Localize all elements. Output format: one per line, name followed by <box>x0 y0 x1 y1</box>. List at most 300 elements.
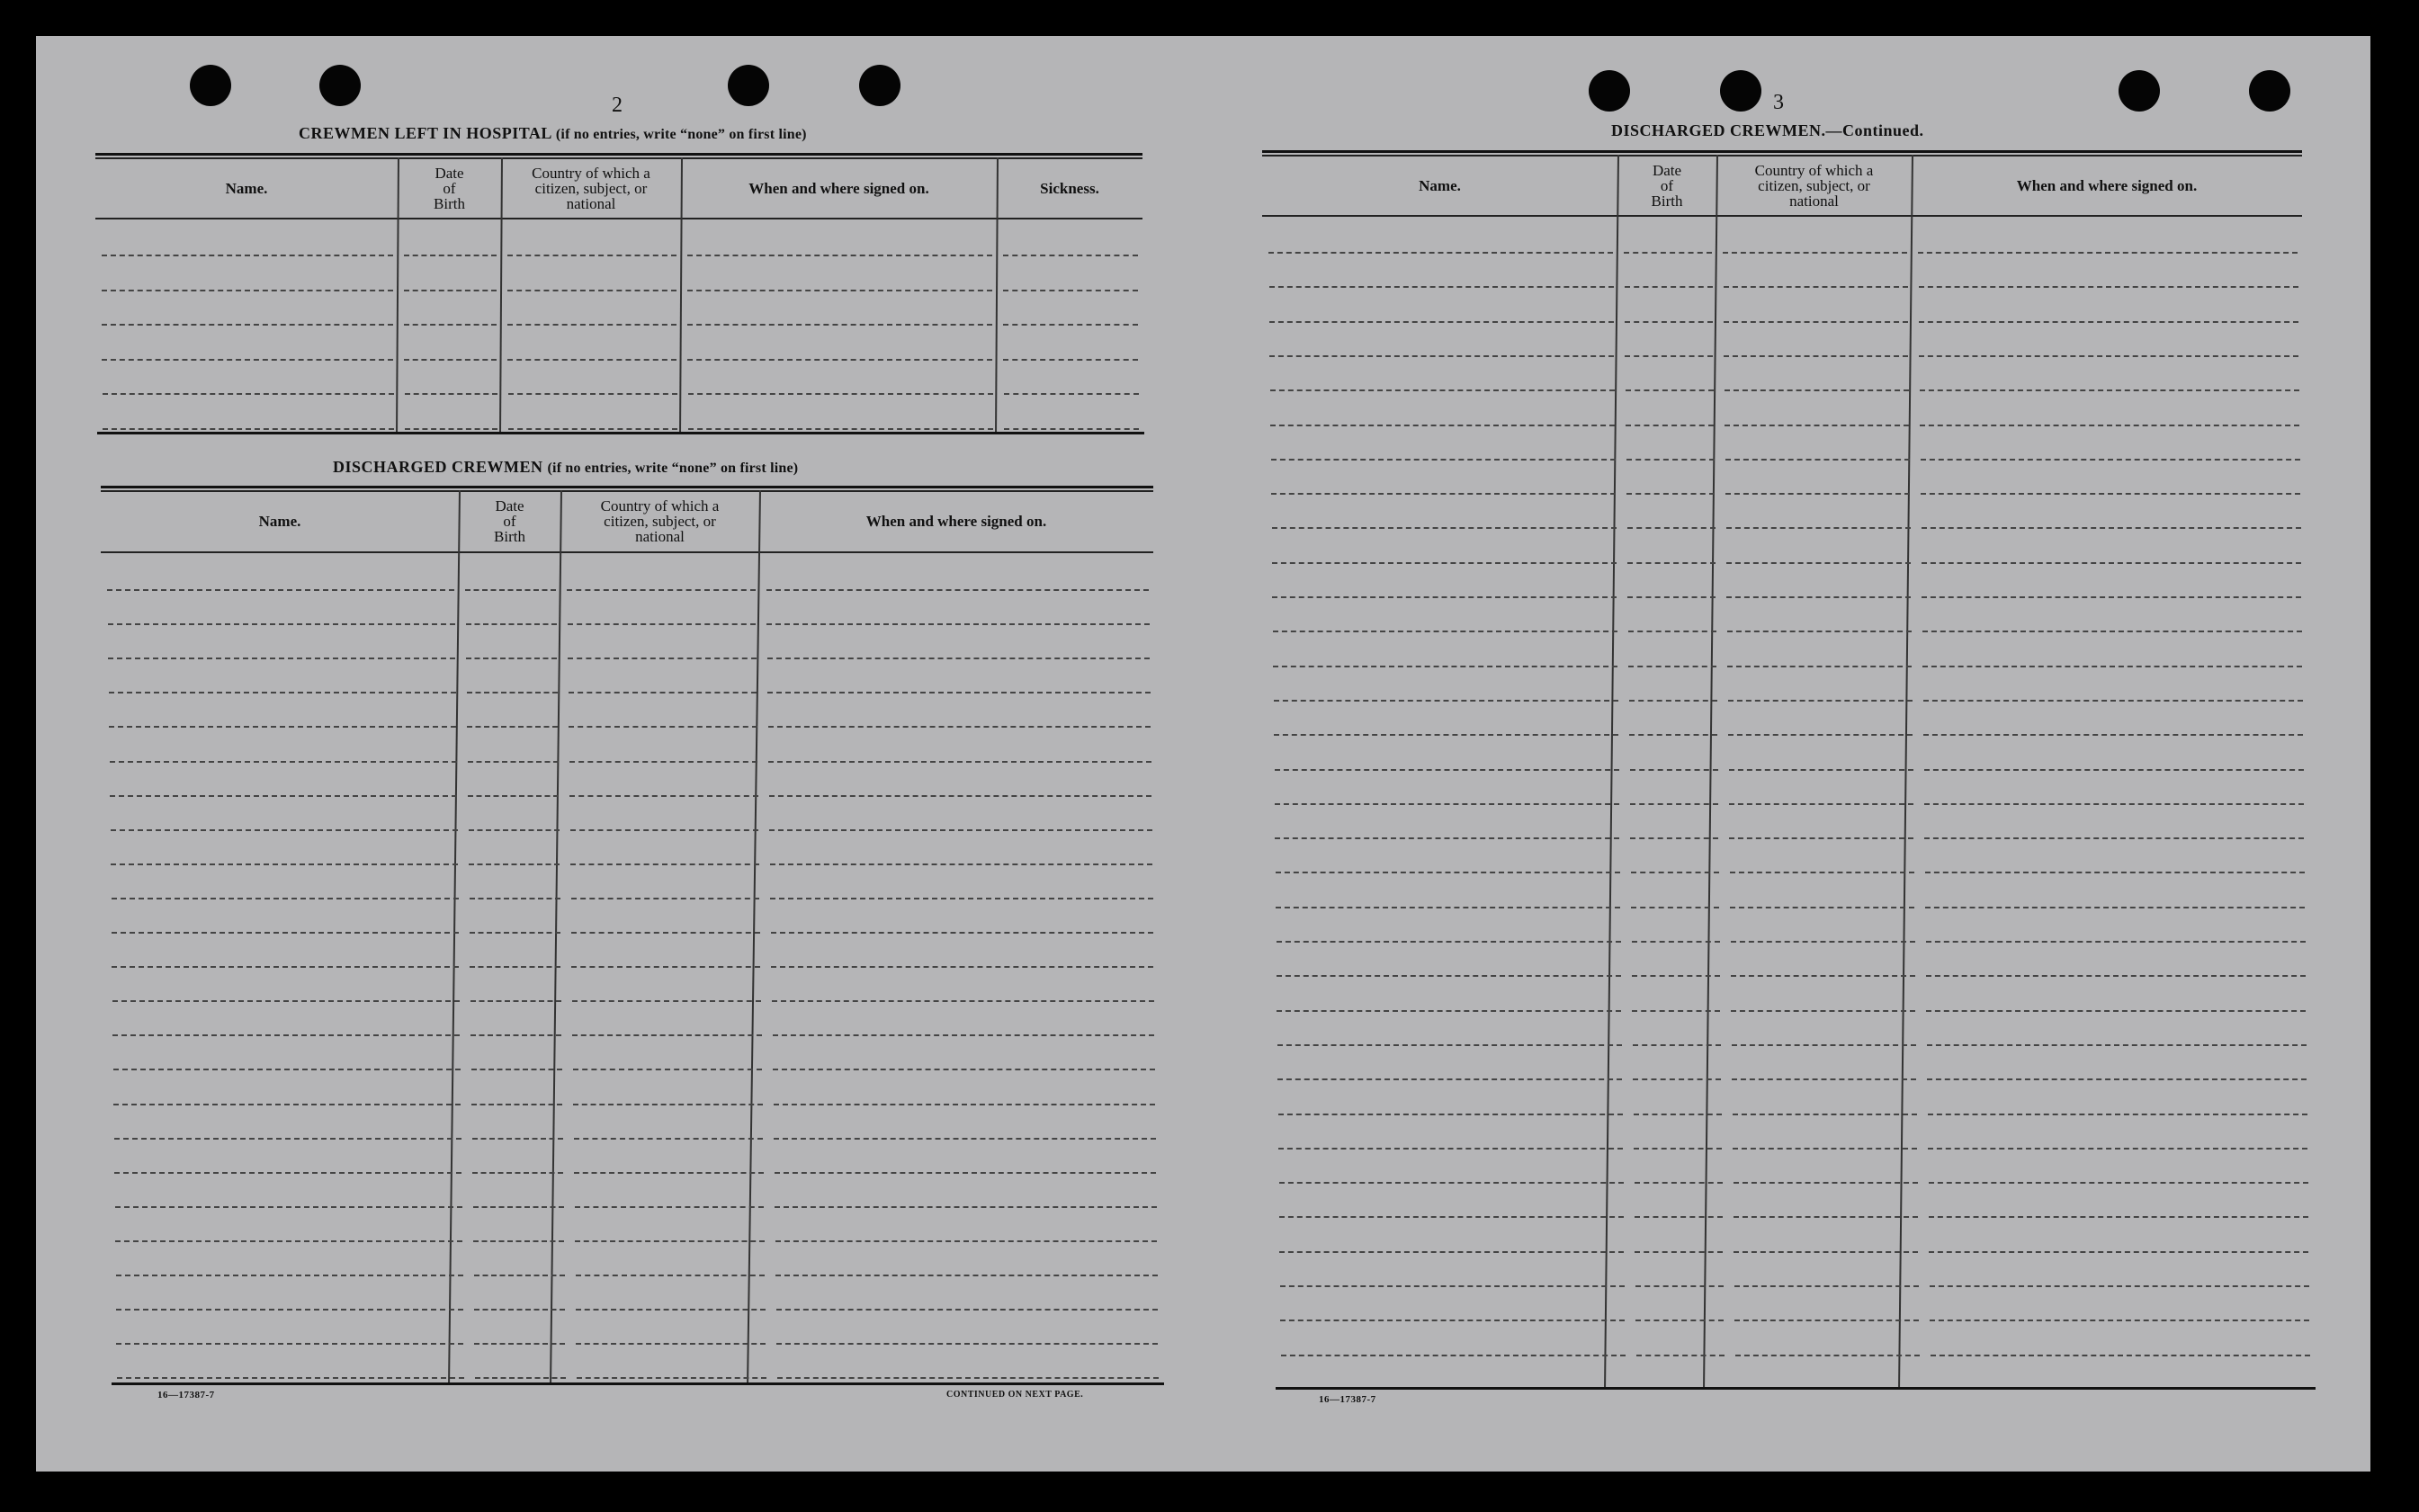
discharged-table-entry-line <box>470 932 560 934</box>
hospital-table-entry-line <box>404 255 497 256</box>
continued-table-entry-line <box>1928 1148 2307 1150</box>
discharged-table-entry-line <box>111 829 458 831</box>
continued-table-entry-line <box>1930 1320 2309 1321</box>
discharged-table-entry-line <box>775 1240 1157 1242</box>
discharged-table-entry-line <box>577 1377 766 1379</box>
continued-table-entry-line <box>1278 1148 1623 1150</box>
discharged-table-entry-line <box>768 761 1151 763</box>
continued-table-entry-line <box>1927 1044 2307 1046</box>
discharged-table-entry-line <box>766 623 1150 625</box>
continued-table-column-divider <box>1703 155 1718 1387</box>
hospital-section-title <box>299 124 807 143</box>
hospital-table-entry-line <box>507 255 676 256</box>
continued-table-entry-line <box>1725 389 1909 391</box>
continued-table-entry-line <box>1275 769 1619 771</box>
punch-hole-icon <box>859 65 900 106</box>
hospital-table-entry-line <box>688 428 993 430</box>
hospital-table-entry-line <box>404 359 497 361</box>
discharged-table-entry-line <box>109 726 456 728</box>
discharged-table-entry-line <box>472 1138 563 1140</box>
continued-table-entry-line <box>1632 1010 1720 1012</box>
discharged-table-entry-line <box>576 1309 766 1311</box>
continued-table-entry-line <box>1734 1182 1918 1184</box>
continued-table-entry-line <box>1929 1216 2308 1218</box>
continued-table-entry-line <box>1921 459 2300 461</box>
continued-table-entry-line <box>1732 1044 1916 1046</box>
continued-table-entry-line <box>1634 1148 1722 1150</box>
continued-table-entry-line <box>1735 1355 1920 1356</box>
continued-table-entry-line <box>1626 493 1715 495</box>
continued-table-entry-line <box>1919 355 2298 357</box>
discharged-table-entry-line <box>465 589 556 591</box>
hospital-table-entry-line <box>1003 324 1138 326</box>
discharged-table-entry-line <box>774 1104 1156 1105</box>
continued-table-entry-line <box>1724 286 1908 288</box>
continued-table-entry-line <box>1275 837 1619 839</box>
hospital-table-entry-line <box>507 290 676 291</box>
discharged-table-column-header: Country of which a citizen, subject, or national <box>600 497 720 545</box>
continued-table-entry-line <box>1277 975 1621 977</box>
continued-table-entry-line <box>1730 872 1914 873</box>
discharged-table-entry-line <box>475 1377 566 1379</box>
continued-table-entry-line <box>1275 803 1619 805</box>
discharged-table-entry-line <box>569 761 758 763</box>
continued-table-entry-line <box>1922 596 2301 598</box>
discharged-table-entry-line <box>474 1343 565 1345</box>
discharged-table-entry-line <box>772 1000 1154 1002</box>
right-form-number: 16—17387-7 <box>1319 1394 1376 1405</box>
continued-table-entry-line <box>1919 286 2298 288</box>
discharged-table-entry-line <box>569 692 757 693</box>
continued-table-entry-line <box>1928 1114 2307 1115</box>
continued-table-entry-line <box>1274 700 1618 702</box>
continued-table-entry-line <box>1271 459 1616 461</box>
discharged-table-entry-line <box>474 1275 565 1276</box>
hospital-table-entry-line <box>687 255 992 256</box>
hospital-table-entry-line <box>687 359 992 361</box>
right-page-number: 3 <box>1773 91 1784 114</box>
continued-table-entry-line <box>1726 562 1911 564</box>
discharged-table-entry-line <box>112 1000 460 1002</box>
continued-table-entry-line <box>1632 975 1720 977</box>
continued-table-top-rule <box>1262 150 2302 153</box>
discharged-table-entry-line <box>112 898 459 899</box>
continued-table-entry-line <box>1627 527 1716 529</box>
discharged-table-entry-line <box>767 692 1151 693</box>
discharged-table-entry-line <box>117 1377 464 1379</box>
continued-table-entry-line <box>1633 1044 1721 1046</box>
hospital-table-entry-line <box>687 324 992 326</box>
continued-table-entry-line <box>1628 631 1716 632</box>
discharged-table-entry-line <box>770 863 1152 865</box>
left-form-number: 16—17387-7 <box>157 1390 215 1400</box>
discharged-table-entry-line <box>774 1138 1156 1140</box>
continued-table-entry-line <box>1731 941 1915 943</box>
hospital-table-header-rule <box>95 218 1142 219</box>
discharged-table-entry-line <box>114 1138 461 1140</box>
continued-table-entry-line <box>1279 1182 1624 1184</box>
discharged-table-column-header: When and where signed on. <box>865 513 1047 530</box>
discharged-table-entry-line <box>115 1206 462 1208</box>
continued-table-entry-line <box>1630 837 1718 839</box>
discharged-table-entry-line <box>769 795 1151 797</box>
continued-table-entry-line <box>1929 1251 2308 1253</box>
discharged-table-entry-line <box>573 1104 762 1105</box>
discharged-table-top-rule <box>101 486 1153 488</box>
form-sheet <box>36 36 2370 1472</box>
continued-table-entry-line <box>1274 734 1618 736</box>
hospital-table-entry-line <box>507 359 676 361</box>
continued-table-entry-line <box>1631 907 1719 908</box>
continued-table-entry-line <box>1630 769 1718 771</box>
continued-table-entry-line <box>1624 252 1712 254</box>
discharged-table-entry-line <box>116 1309 463 1311</box>
continued-table-entry-line <box>1631 872 1719 873</box>
continued-table-entry-line <box>1272 562 1617 564</box>
discharged-table-header-rule <box>101 551 1153 553</box>
continued-table-column-divider <box>1604 155 1619 1387</box>
discharged-table-entry-line <box>473 1206 564 1208</box>
continued-table-entry-line <box>1724 355 1908 357</box>
hospital-table-entry-line <box>1004 393 1139 395</box>
discharged-table-entry-line <box>111 863 458 865</box>
discharged-table-entry-line <box>467 726 558 728</box>
discharged-table-entry-line <box>568 658 756 659</box>
continued-table-entry-line <box>1633 1078 1721 1080</box>
discharged-table-entry-line <box>112 932 459 934</box>
continued-table-entry-line <box>1725 459 1910 461</box>
discharged-table-entry-line <box>576 1343 766 1345</box>
hospital-table-entry-line <box>687 290 992 291</box>
hospital-table-top-rule-inner <box>95 157 1142 159</box>
discharged-table-entry-line <box>470 1000 561 1002</box>
hospital-title-text: CREWMEN LEFT IN HOSPITAL <box>299 124 551 142</box>
discharged-table-entry-line <box>776 1343 1158 1345</box>
continued-table-entry-line <box>1277 1078 1622 1080</box>
continued-table-entry-line <box>1280 1285 1625 1287</box>
continued-table-entry-line <box>1929 1182 2308 1184</box>
continued-table-entry-line <box>1278 1114 1623 1115</box>
continued-table-entry-line <box>1725 425 1909 426</box>
continued-table-entry-line <box>1729 769 1913 771</box>
discharged-table-entry-line <box>470 898 560 899</box>
continued-table-entry-line <box>1924 769 2304 771</box>
continued-table-entry-line <box>1632 941 1720 943</box>
hospital-table-entry-line <box>508 393 677 395</box>
continued-table-column-divider <box>1898 155 1913 1387</box>
discharged-table-entry-line <box>571 898 760 899</box>
discharged-table-entry-line <box>570 863 759 865</box>
continued-table-entry-line <box>1626 425 1714 426</box>
continued-table-entry-line <box>1272 596 1617 598</box>
continued-table-entry-line <box>1926 941 2306 943</box>
continued-table-entry-line <box>1277 1044 1622 1046</box>
continued-table-entry-line <box>1731 975 1915 977</box>
continued-table-entry-line <box>1629 734 1717 736</box>
discharged-table-entry-line <box>567 589 755 591</box>
hospital-table-bottom-rule <box>97 432 1144 434</box>
continued-table-entry-line <box>1923 734 2303 736</box>
continued-table-entry-line <box>1730 907 1914 908</box>
hospital-table-column-header: Name. <box>225 179 268 197</box>
continued-table-column-header: Country of which a citizen, subject, or national <box>1754 161 1874 210</box>
hospital-table-entry-line <box>507 324 676 326</box>
continued-table-entry-line <box>1635 1320 1724 1321</box>
discharged-table-entry-line <box>113 1104 461 1105</box>
continued-table-entry-line <box>1273 666 1617 667</box>
discharged-table-entry-line <box>571 932 760 934</box>
discharged-table-entry-line <box>471 1104 562 1105</box>
continued-table-entry-line <box>1734 1285 1919 1287</box>
discharged-table-entry-line <box>470 966 560 968</box>
continued-table-entry-line <box>1924 803 2304 805</box>
discharged-table-entry-line <box>467 692 558 693</box>
punch-hole-icon <box>1589 70 1630 112</box>
hospital-table-column-header: When and where signed on. <box>748 179 929 197</box>
continued-table-column-header: Date of Birth <box>1651 161 1683 210</box>
hospital-table-column-header: Country of which a citizen, subject, or national <box>532 164 650 212</box>
hospital-table-entry-line <box>405 393 497 395</box>
continued-table-entry-line <box>1733 1148 1917 1150</box>
continued-table-entry-line <box>1634 1114 1722 1115</box>
discharged-table-entry-line <box>107 589 454 591</box>
continued-table-entry-line <box>1725 493 1910 495</box>
continued-table-entry-line <box>1931 1355 2310 1356</box>
discharged-table-entry-line <box>771 932 1153 934</box>
hospital-table-entry-line <box>1003 290 1138 291</box>
discharged-table-entry-line <box>113 1069 461 1070</box>
discharged-title-text: DISCHARGED CREWMEN <box>333 458 543 476</box>
continued-table-entry-line <box>1635 1285 1724 1287</box>
discharged-table-entry-line <box>768 726 1151 728</box>
continued-table-entry-line <box>1268 252 1613 254</box>
discharged-table-entry-line <box>771 966 1153 968</box>
discharged-table-entry-line <box>472 1172 563 1174</box>
continued-table-entry-line <box>1269 286 1614 288</box>
discharged-table-entry-line <box>773 1069 1155 1070</box>
hospital-table-entry-line <box>404 290 497 291</box>
discharged-table-entry-line <box>776 1309 1158 1311</box>
discharged-table-entry-line <box>470 1034 561 1036</box>
discharged-table-entry-line <box>777 1377 1159 1379</box>
discharged-table-entry-line <box>766 589 1150 591</box>
continued-table-entry-line <box>1269 355 1614 357</box>
continued-table-entry-line <box>1729 803 1913 805</box>
discharged-table-entry-line <box>769 829 1151 831</box>
continued-table-top-rule-inner <box>1262 155 2302 157</box>
hospital-table-entry-line <box>1003 255 1138 256</box>
hospital-table-column-header: Date of Birth <box>434 164 465 212</box>
hospital-table-entry-line <box>1004 428 1139 430</box>
continued-table-entry-line <box>1732 1078 1916 1080</box>
continued-table-entry-line <box>1723 252 1907 254</box>
continued-table-entry-line <box>1636 1355 1725 1356</box>
hospital-table-entry-line <box>404 324 497 326</box>
continued-table-entry-line <box>1922 666 2302 667</box>
discharged-instruction: (if no entries, write “none” on first line) <box>547 461 799 476</box>
discharged-table-entry-line <box>114 1172 461 1174</box>
discharged-table-entry-line <box>108 658 455 659</box>
discharged-table-entry-line <box>112 966 459 968</box>
continued-table-entry-line <box>1919 321 2298 323</box>
discharged-table-entry-line <box>571 966 760 968</box>
hospital-table-entry-line <box>103 428 394 430</box>
continued-table-entry-line <box>1270 425 1615 426</box>
punch-hole-icon <box>319 65 361 106</box>
continued-table-column-header: When and where signed on. <box>2016 176 2198 194</box>
continued-table-entry-line <box>1922 562 2301 564</box>
continued-table-entry-line <box>1926 975 2306 977</box>
discharged-table-entry-line <box>473 1240 564 1242</box>
continued-table-entry-line <box>1628 666 1716 667</box>
continued-table-entry-line <box>1630 803 1718 805</box>
hospital-table-entry-line <box>103 393 394 395</box>
continued-table-entry-line <box>1734 1216 1918 1218</box>
continued-table-entry-line <box>1627 562 1716 564</box>
continued-table-entry-line <box>1726 596 1911 598</box>
discharged-table-entry-line <box>572 1000 761 1002</box>
discharged-table-column-header: Date of Birth <box>494 497 525 545</box>
continued-table-entry-line <box>1922 631 2302 632</box>
continued-table-entry-line <box>1625 355 1713 357</box>
continued-table-bottom-rule <box>1276 1387 2316 1390</box>
punch-hole-icon <box>728 65 769 106</box>
discharged-table-entry-line <box>575 1206 765 1208</box>
hospital-table-entry-line <box>405 428 497 430</box>
continued-table-entry-line <box>1920 425 2299 426</box>
continued-table-entry-line <box>1727 631 1912 632</box>
discharged-table-entry-line <box>773 1034 1155 1036</box>
continued-table-entry-line <box>1635 1182 1723 1184</box>
discharged-table-entry-line <box>471 1069 562 1070</box>
continued-table-header-rule <box>1262 215 2302 217</box>
left-page-number: 2 <box>612 94 623 117</box>
discharged-table-entry-line <box>116 1275 463 1276</box>
continued-table-entry-line <box>1727 666 1912 667</box>
continued-table-entry-line <box>1733 1114 1917 1115</box>
continued-table-entry-line <box>1281 1355 1626 1356</box>
hospital-table-entry-line <box>102 255 393 256</box>
continued-note: CONTINUED ON NEXT PAGE. <box>946 1390 1084 1400</box>
continued-table-entry-line <box>1925 907 2305 908</box>
right-section-title: DISCHARGED CREWMEN.—Continued. <box>1611 121 1924 139</box>
continued-table-entry-line <box>1734 1251 1918 1253</box>
hospital-table-entry-line <box>102 359 393 361</box>
discharged-table-entry-line <box>469 829 560 831</box>
discharged-table-entry-line <box>770 898 1152 899</box>
continued-table-entry-line <box>1728 700 1913 702</box>
continued-table-entry-line <box>1277 941 1621 943</box>
discharged-table-entry-line <box>775 1275 1157 1276</box>
punch-hole-icon <box>190 65 231 106</box>
discharged-table-entry-line <box>469 863 560 865</box>
continued-table-entry-line <box>1276 907 1620 908</box>
discharged-table-entry-line <box>110 795 457 797</box>
discharged-table-entry-line <box>115 1240 462 1242</box>
continued-table-entry-line <box>1930 1285 2309 1287</box>
continued-table-entry-line <box>1276 872 1620 873</box>
continued-table-entry-line <box>1729 837 1913 839</box>
punch-hole-icon <box>1720 70 1761 112</box>
continued-table-entry-line <box>1726 527 1911 529</box>
continued-table-entry-line <box>1272 527 1617 529</box>
continued-table-entry-line <box>1627 596 1716 598</box>
hospital-table-column-header: Sickness. <box>1040 179 1099 197</box>
continued-table-entry-line <box>1924 837 2304 839</box>
discharged-table-entry-line <box>574 1138 763 1140</box>
continued-table-entry-line <box>1626 389 1714 391</box>
discharged-table-entry-line <box>468 795 559 797</box>
discharged-table-entry-line <box>572 1034 761 1036</box>
discharged-table-entry-line <box>575 1240 765 1242</box>
continued-table-entry-line <box>1277 1010 1621 1012</box>
continued-table-entry-line <box>1925 872 2305 873</box>
continued-table-entry-line <box>1635 1251 1723 1253</box>
discharged-table-entry-line <box>568 623 756 625</box>
discharged-table-entry-line <box>110 761 457 763</box>
discharged-table-entry-line <box>474 1309 565 1311</box>
continued-table-entry-line <box>1280 1320 1625 1321</box>
continued-table-entry-line <box>1926 1010 2306 1012</box>
continued-table-entry-line <box>1625 286 1713 288</box>
discharged-table-entry-line <box>109 692 456 693</box>
discharged-table-entry-line <box>570 829 759 831</box>
discharged-table-entry-line <box>108 623 455 625</box>
punch-hole-icon <box>2249 70 2290 112</box>
discharged-table-entry-line <box>775 1172 1156 1174</box>
continued-table-entry-line <box>1728 734 1913 736</box>
discharged-table-entry-line <box>569 726 757 728</box>
discharged-table-entry-line <box>466 623 557 625</box>
hospital-table-top-rule <box>95 153 1142 156</box>
continued-table-entry-line <box>1626 459 1715 461</box>
discharged-table-entry-line <box>573 1069 762 1070</box>
continued-table-entry-line <box>1918 252 2298 254</box>
discharged-table-entry-line <box>466 658 557 659</box>
continued-table-entry-line <box>1625 321 1713 323</box>
discharged-table-entry-line <box>569 795 758 797</box>
continued-table-entry-line <box>1629 700 1717 702</box>
discharged-section-title <box>333 458 798 477</box>
discharged-table-entry-line <box>775 1206 1156 1208</box>
discharged-table-entry-line <box>574 1172 764 1174</box>
continued-table-entry-line <box>1271 493 1616 495</box>
continued-table-entry-line <box>1724 321 1908 323</box>
continued-table-entry-line <box>1279 1251 1624 1253</box>
discharged-table-entry-line <box>112 1034 460 1036</box>
continued-table-entry-line <box>1731 1010 1915 1012</box>
hospital-table-entry-line <box>508 428 677 430</box>
discharged-table-entry-line <box>767 658 1151 659</box>
discharged-table-entry-line <box>468 761 559 763</box>
hospital-table-entry-line <box>102 290 393 291</box>
punch-hole-icon <box>2119 70 2160 112</box>
continued-table-entry-line <box>1273 631 1617 632</box>
continued-table-entry-line <box>1635 1216 1723 1218</box>
discharged-table-top-rule-inner <box>101 490 1153 492</box>
hospital-instruction: (if no entries, write “none” on first line) <box>555 127 807 142</box>
discharged-table-column-header: Name. <box>258 513 301 530</box>
continued-table-entry-line <box>1921 493 2300 495</box>
continued-table-entry-line <box>1920 389 2299 391</box>
continued-table-entry-line <box>1270 389 1615 391</box>
discharged-table-entry-line <box>576 1275 766 1276</box>
continued-table-entry-line <box>1269 321 1614 323</box>
continued-table-entry-line <box>1279 1216 1624 1218</box>
continued-table-entry-line <box>1734 1320 1919 1321</box>
continued-table-column-header: Name. <box>1419 176 1461 194</box>
hospital-table-entry-line <box>102 324 393 326</box>
